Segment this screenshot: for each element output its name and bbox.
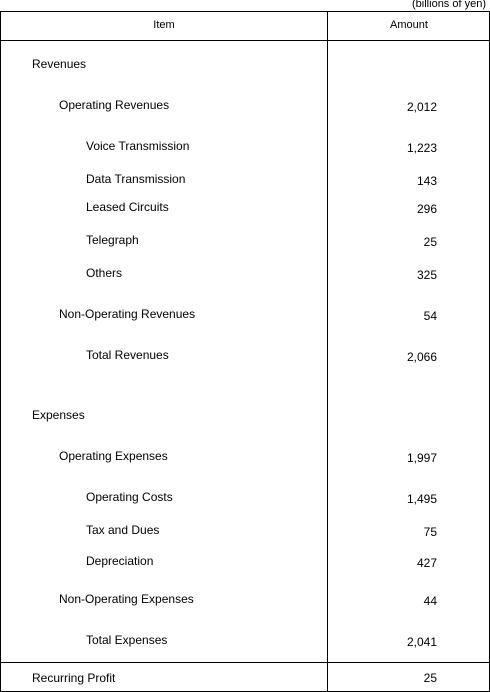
row-label: Voice Transmission [86, 139, 190, 153]
row-label: Total Expenses [86, 633, 168, 647]
row-value: 325 [416, 268, 437, 282]
row-label: Others [86, 266, 123, 280]
row-value: 2,066 [406, 350, 437, 364]
table-row-data-transmission [1, 171, 489, 187]
table-row-operating-revenues [1, 97, 489, 113]
row-label: Operating Costs [86, 490, 173, 504]
header-divider [1, 40, 489, 41]
row-label: Revenues [32, 57, 87, 71]
row-value: 296 [416, 202, 437, 216]
row-value: 143 [416, 174, 437, 188]
row-label: Expenses [32, 408, 85, 422]
unit-note: (billions of yen) [412, 0, 486, 10]
row-value: 1,997 [406, 451, 437, 465]
row-label: Tax and Dues [86, 523, 160, 537]
header-amount: Amount [390, 19, 428, 31]
table-row-operating-costs [1, 489, 489, 505]
table-row-recurring-profit [1, 670, 489, 686]
row-label: Recurring Profit [32, 671, 116, 685]
table-row-tax-and-dues [1, 522, 489, 538]
row-value: 1,495 [406, 492, 437, 506]
table-row-telegraph [1, 232, 489, 248]
table-row-depreciation [1, 553, 489, 569]
row-label: Depreciation [86, 554, 154, 568]
row-value: 25 [423, 235, 437, 249]
table-row-non-operating-expenses [1, 591, 489, 607]
row-label: Operating Revenues [59, 98, 170, 112]
table-row-total-expenses [1, 632, 489, 648]
table-row-leased-circuits [1, 199, 489, 215]
table-row-revenues [1, 56, 489, 72]
row-label: Operating Expenses [59, 449, 168, 463]
table-row-voice-transmission [1, 138, 489, 154]
header-item: Item [153, 19, 175, 31]
row-value: 2,041 [406, 635, 437, 649]
row-value: 44 [423, 594, 437, 608]
table-row-total-revenues [1, 347, 489, 363]
row-label: Non-Operating Revenues [59, 307, 196, 321]
row-label: Non-Operating Expenses [59, 592, 194, 606]
row-value: 1,223 [406, 141, 437, 155]
row-value: 427 [416, 556, 437, 570]
row-label: Telegraph [86, 233, 139, 247]
table-row-operating-expenses [1, 448, 489, 464]
table-row-non-operating-revenues [1, 306, 489, 322]
row-label: Total Revenues [86, 348, 169, 362]
row-value: 2,012 [406, 100, 437, 114]
row-value: 54 [423, 309, 437, 323]
row-value: 25 [423, 671, 437, 685]
footer-divider [1, 662, 489, 663]
row-label: Data Transmission [86, 172, 186, 186]
row-value: 75 [423, 525, 437, 539]
row-label: Leased Circuits [86, 200, 169, 214]
table-row-expenses [1, 407, 489, 423]
income-statement-table [0, 11, 490, 692]
table-row-others [1, 265, 489, 281]
